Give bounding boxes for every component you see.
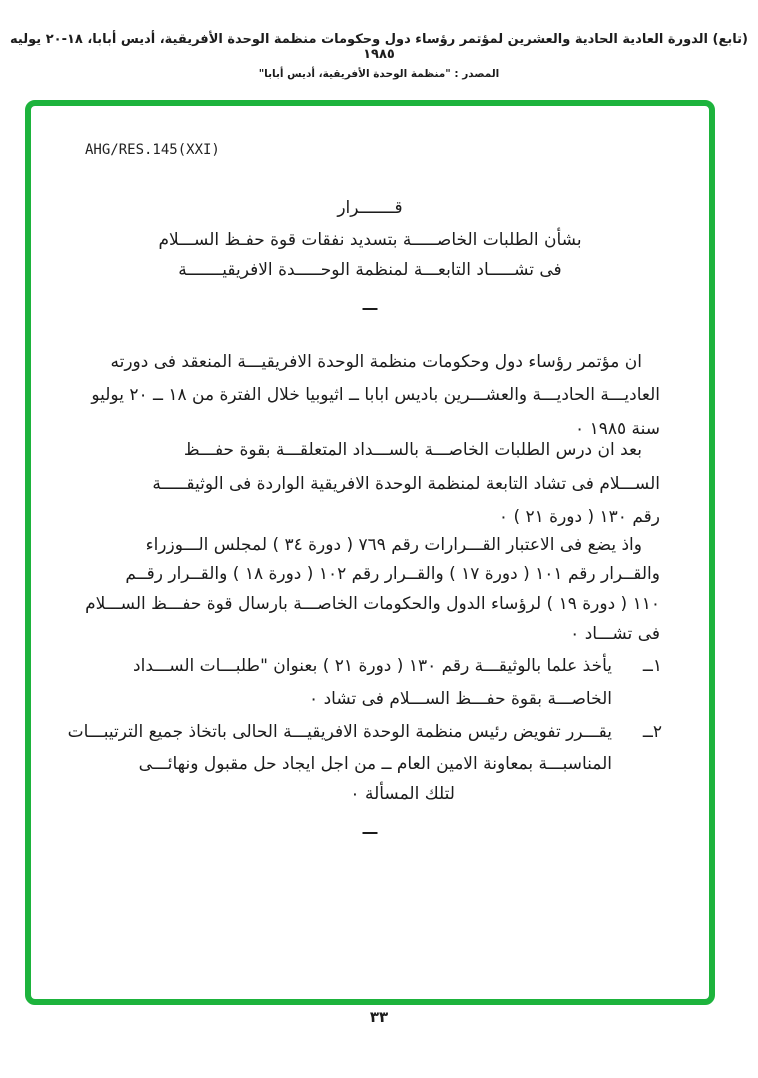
separator-dash-bottom [363,832,378,834]
item1-number: ١ــ [642,656,662,676]
preamble1-line3: سنة ١٩٨٥ ٠ [575,419,660,439]
item2-line3: لتلك المسألة ٠ [350,784,455,804]
item2-line1: يقـــرر تفويض رئيس منظمة الوحدة الافريقيـــة الحالى باتخاذ جميع الترتيبـــات [67,722,612,742]
preamble3-line1: واذ يضع فى الاعتبار القـــرارات رقم ٧٦٩ ( دورة ٣٤ ) لمجلس الـــوزراء [145,535,642,555]
item1-line1: يأخذ علما بالوثيقـــة رقم ١٣٠ ( دورة ٢١ ) بعنوان "طلبـــات الســـداد [133,656,612,676]
resolution-title-line1: بشأن الطلبات الخاصـــــة بتسديد نفقات قوة حفـظ الســـلام [158,230,582,250]
preamble2-line2: الســـلام فى تشاد التابعة لمنظمة الوحدة الافريقية الواردة فى الوثيقـــــة [152,474,660,494]
preamble3-line3: ١١٠ ( دورة ١٩ ) لرؤساء الدول والحكومات الخاصـــة بارسال قوة حفـــظ الســـلام [85,594,660,614]
document-frame-border [25,100,715,1005]
preamble3-line4: فى تشـــاد ٠ [570,624,660,644]
resolution-reference: AHG/RES.145(XXI) [85,142,220,158]
page-number: ٣٣ [369,1008,389,1026]
item1-line2: الخاصـــة بقوة حفـــظ الســـلام فى تشاد ٠ [309,689,612,709]
resolution-title-line2: فى تشـــــاد التابعـــة لمنظمة الوحـــــدة الافريقيـــــــة [178,260,562,280]
page-header [8,32,750,80]
item2-number: ٢ــ [642,722,662,742]
preamble2-line3: رقم ١٣٠ ( دورة ٢١ ) ٠ [498,507,660,527]
preamble1-line2: العاديـــة الحاديـــة والعشـــرين باديس ابابا ــ اثيوبيا خلال الفترة من ١٨ ــ ٢٠ يوليو [91,385,660,405]
item2-line2: المناسبـــة بمعاونة الامين العام ــ من اجل ايجاد حل مقبول ونهائـــى [138,754,612,774]
resolution-title-word: قـــــــرار [337,198,403,218]
separator-dash-top [363,308,378,310]
header-session-line: (تابع) الدورة العادية الحادية والعشرين لمؤتمر رؤساء دول وحكومات منظمة الوحدة الأفريقية، أديس أبابا، ١٨-٢٠ يوليه ١٩٨٥ [10,32,748,62]
preamble2-line1: بعد ان درس الطلبات الخاصـــة بالســـداد المتعلقـــة بقوة حفـــظ [183,440,642,460]
header-source-line: المصدر : "منظمة الوحدة الأفريقية، أديس أبابا" [258,68,500,80]
preamble1-line1: ان مؤتمر رؤساء دول وحكومات منظمة الوحدة الافريقيـــة المنعقد فى دورته [110,352,642,372]
preamble3-line2: والقــرار رقم ١٠١ ( دورة ١٧ ) والقــرار رقم ١٠٢ ( دورة ١٨ ) والقــرار رقــم [125,564,660,584]
